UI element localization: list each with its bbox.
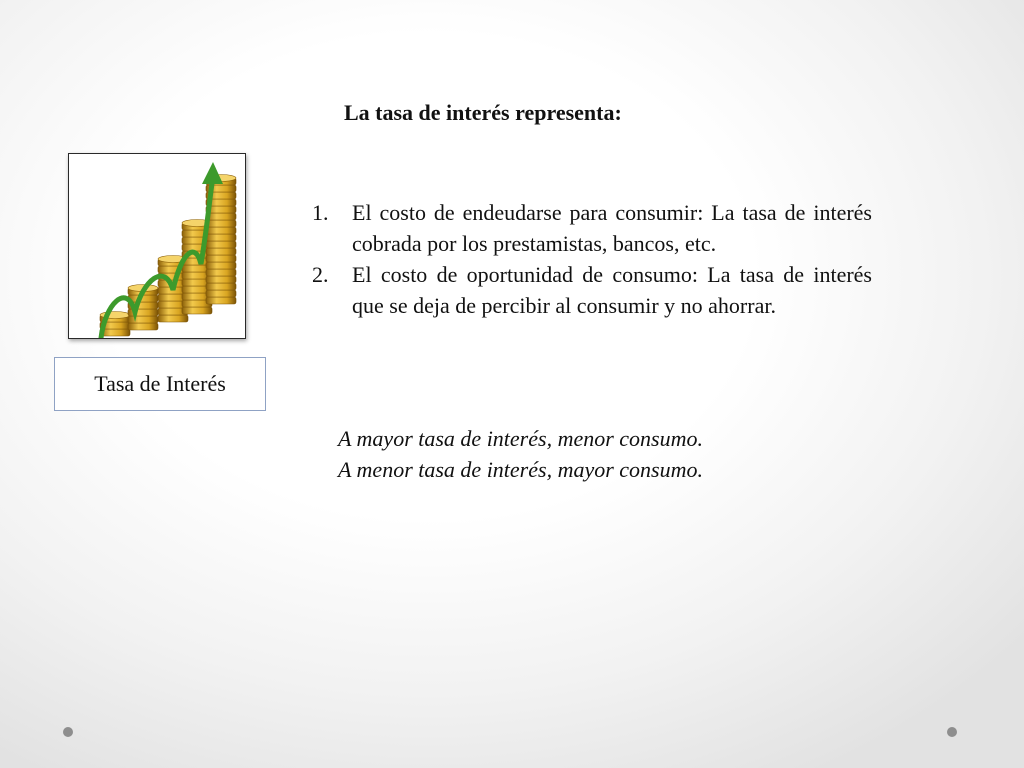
- interest-rate-image: [68, 153, 246, 339]
- coin: [206, 241, 236, 248]
- image-caption: Tasa de Interés: [94, 371, 226, 396]
- note-line: A menor tasa de interés, mayor consumo.: [338, 457, 703, 482]
- coin: [206, 269, 236, 276]
- decorative-dot-right: [947, 727, 957, 737]
- list-item: [312, 259, 872, 321]
- coin: [206, 227, 236, 234]
- coin: [206, 276, 236, 283]
- coin: [206, 248, 236, 255]
- list-item: [312, 197, 872, 259]
- coin: [206, 262, 236, 269]
- coin: [128, 316, 158, 323]
- conclusion-notes: [338, 423, 703, 485]
- coin: [206, 283, 236, 290]
- definition-list: [312, 197, 872, 321]
- coin-stacks-growth-arrow-icon: [69, 154, 245, 338]
- coin: [182, 307, 212, 314]
- coin: [206, 234, 236, 241]
- coin: [206, 220, 236, 227]
- coin: [206, 297, 236, 304]
- list-item-number: 2.: [312, 262, 329, 287]
- image-caption-box: [54, 357, 266, 411]
- slide-title: La tasa de interés representa:: [344, 100, 622, 125]
- list-item-number: 1.: [312, 200, 329, 225]
- list-item-text: El costo de endeudarse para consumir: La tasa de interés cobrada por los prestamistas, bancos, etc.: [352, 200, 872, 256]
- coin: [158, 315, 188, 322]
- coin: [206, 255, 236, 262]
- coin: [206, 290, 236, 297]
- list-item-text: El costo de oportunidad de consumo: La tasa de interés que se deja de percibir al consumir y no ahorrar.: [352, 262, 872, 318]
- coin: [128, 323, 158, 330]
- note-line: A mayor tasa de interés, menor consumo.: [338, 426, 703, 451]
- decorative-dot-left: [63, 727, 73, 737]
